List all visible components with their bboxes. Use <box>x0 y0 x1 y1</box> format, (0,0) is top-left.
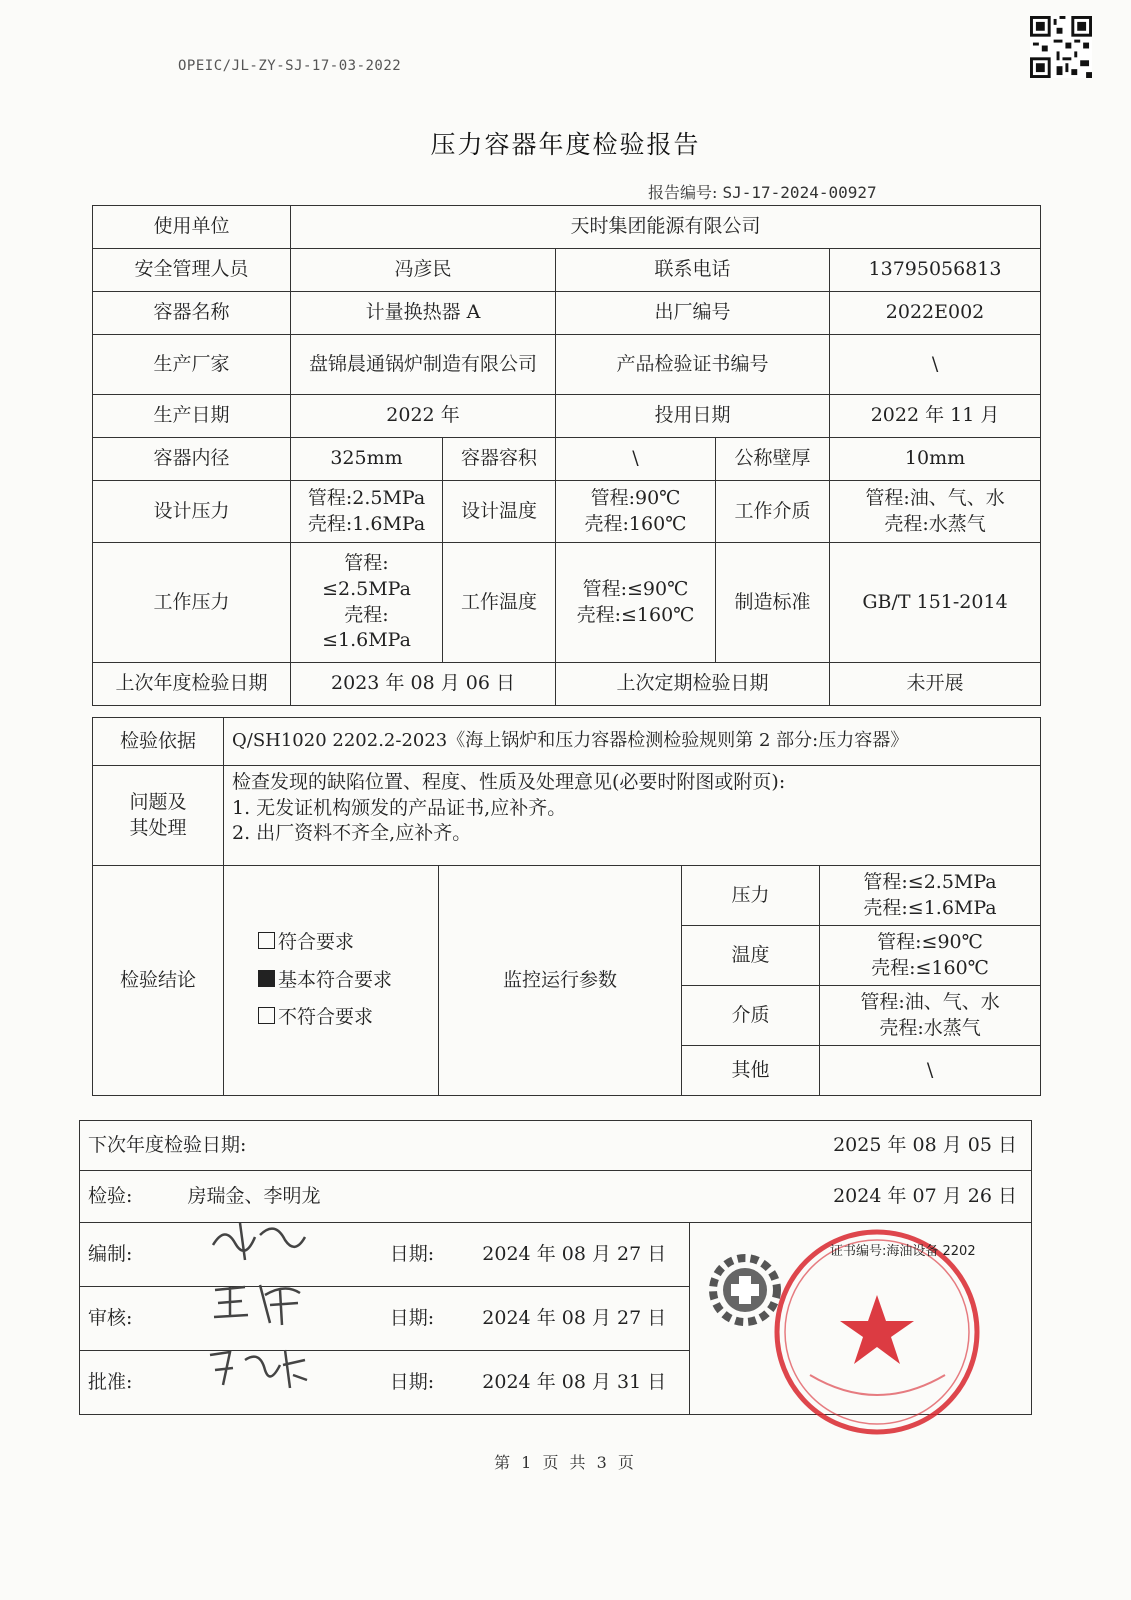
inspector-names: 房瑞金、李明龙 <box>180 1171 460 1223</box>
medium-tube: 管程:油、气、水 <box>865 486 1005 509</box>
design-pressure-shell: 壳程:1.6MPa <box>307 512 426 535</box>
compile-date: 2024 年 08 月 27 日 <box>460 1223 690 1287</box>
checkbox-empty-icon <box>258 1007 275 1024</box>
page-title: 压力容器年度检验报告 <box>430 130 701 159</box>
basis-value: Q/SH1020 2202.2-2023《海上锅炉和压力容器检测检验规则第 2 部分:压力容器》 <box>224 718 1041 766</box>
certificate-number: 证书编号:海油设备 2202 <box>830 1244 976 1259</box>
use-date-label: 投用日期 <box>556 395 830 438</box>
inspection-table <box>92 717 1041 1096</box>
mfg-date-value: 2022 年 <box>291 395 556 438</box>
medium-label: 工作介质 <box>716 481 830 543</box>
next-inspection-date: 2025 年 08 月 05 日 <box>460 1121 1032 1171</box>
document-code: OPEIC/JL-ZY-SJ-17-03-2022 <box>178 58 402 74</box>
medium-value <box>830 481 1041 543</box>
option-label: 不符合要求 <box>278 1006 374 1029</box>
option-not-meets <box>228 1005 434 1031</box>
issue-item: 1. 无发证机构颁发的产品证书,应补齐。 <box>232 796 567 819</box>
pressure-value <box>820 866 1041 926</box>
last-periodic-label: 上次定期检验日期 <box>556 663 830 706</box>
other-value: \ <box>820 1046 1041 1096</box>
user-unit-value: 天时集团能源有限公司 <box>291 206 1041 249</box>
option-meets <box>228 930 434 956</box>
issues-label-line2: 其处理 <box>129 816 187 839</box>
pressure-tube: 管程:≤2.5MPa <box>863 870 997 893</box>
mfg-date-label: 生产日期 <box>93 395 291 438</box>
wall-thickness-value: 10mm <box>830 438 1041 481</box>
review-label: 审核: <box>80 1287 180 1351</box>
issues-label <box>93 766 224 866</box>
conclusion-label: 检验结论 <box>93 866 224 1096</box>
work-temp-shell: 壳程:≤160℃ <box>576 603 695 626</box>
work-pressure-shell-label: 壳程: <box>344 603 389 626</box>
issues-value <box>224 766 1041 866</box>
volume-value: \ <box>556 438 716 481</box>
basis-label: 检验依据 <box>93 718 224 766</box>
safety-manager-label: 安全管理人员 <box>93 249 291 292</box>
inspect-date: 2024 年 07 月 26 日 <box>460 1171 1032 1223</box>
temp-value <box>820 926 1041 986</box>
work-pressure-shell: ≤1.6MPa <box>322 629 411 652</box>
compile-date-label: 日期: <box>365 1223 460 1287</box>
signature-approve <box>205 1340 315 1395</box>
report-number-label: 报告编号: <box>648 183 718 202</box>
qr-code-icon <box>1030 16 1092 78</box>
product-cert-label: 产品检验证书编号 <box>556 335 830 395</box>
signature-review <box>210 1275 310 1330</box>
use-date-value: 2022 年 11 月 <box>830 395 1041 438</box>
design-pressure-label: 设计压力 <box>93 481 291 543</box>
report-number <box>648 180 877 203</box>
review-date-label: 日期: <box>365 1287 460 1351</box>
factory-no-label: 出厂编号 <box>556 292 830 335</box>
temp-label: 温度 <box>682 926 820 986</box>
monitor-medium-tube: 管程:油、气、水 <box>860 990 1000 1013</box>
work-pressure-label: 工作压力 <box>93 543 291 663</box>
phone-label: 联系电话 <box>556 249 830 292</box>
work-pressure-tube-label: 管程: <box>344 552 389 575</box>
vessel-name-value: 计量换热器 A <box>291 292 556 335</box>
vessel-info-table <box>92 205 1041 706</box>
phone-value: 13795056813 <box>830 249 1041 292</box>
review-date: 2024 年 08 月 27 日 <box>460 1287 690 1351</box>
work-temp-value <box>556 543 716 663</box>
temp-shell: 壳程:≤160℃ <box>871 956 989 979</box>
last-annual-label: 上次年度检验日期 <box>93 663 291 706</box>
option-label: 基本符合要求 <box>278 968 393 991</box>
next-inspection-label: 下次年度检验日期: <box>80 1121 460 1171</box>
standard-value: GB/T 151-2014 <box>830 543 1041 663</box>
other-label: 其他 <box>682 1046 820 1096</box>
standard-label: 制造标准 <box>716 543 830 663</box>
issue-item: 2. 出厂资料不齐全,应补齐。 <box>232 822 472 845</box>
work-temp-tube: 管程:≤90℃ <box>582 577 689 600</box>
monitor-medium-value <box>820 986 1041 1046</box>
approve-date-label: 日期: <box>365 1351 460 1415</box>
approve-date: 2024 年 08 月 31 日 <box>460 1351 690 1415</box>
design-pressure-value <box>291 481 443 543</box>
option-basically-meets <box>228 968 434 994</box>
design-temp-value <box>556 481 716 543</box>
pressure-label: 压力 <box>682 866 820 926</box>
product-cert-value: \ <box>830 335 1041 395</box>
design-temp-label: 设计温度 <box>443 481 556 543</box>
work-pressure-value <box>291 543 443 663</box>
monitor-label: 监控运行参数 <box>439 866 682 1096</box>
last-annual-value: 2023 年 08 月 06 日 <box>291 663 556 706</box>
approve-label: 批准: <box>80 1351 180 1415</box>
issues-label-line1: 问题及 <box>129 790 187 813</box>
inspector-label: 检验: <box>80 1171 180 1223</box>
checkbox-checked-icon <box>258 970 275 987</box>
page-number: 第 1 页 共 3 页 <box>494 1453 637 1472</box>
last-periodic-value: 未开展 <box>830 663 1041 706</box>
checkbox-empty-icon <box>258 932 275 949</box>
medium-shell: 壳程:水蒸气 <box>884 512 986 535</box>
vessel-name-label: 容器名称 <box>93 292 291 335</box>
design-temp-shell: 壳程:160℃ <box>584 512 687 535</box>
inner-diameter-value: 325mm <box>291 438 443 481</box>
design-pressure-tube: 管程:2.5MPa <box>307 486 426 509</box>
compile-label: 编制: <box>80 1223 180 1287</box>
conclusion-options <box>224 866 439 1096</box>
pressure-shell: 壳程:≤1.6MPa <box>863 896 997 919</box>
safety-manager-value: 冯彦民 <box>291 249 556 292</box>
inner-diameter-label: 容器内径 <box>93 438 291 481</box>
wall-thickness-label: 公称壁厚 <box>716 438 830 481</box>
work-temp-label: 工作温度 <box>443 543 556 663</box>
option-label: 符合要求 <box>278 931 355 954</box>
monitor-medium-shell: 壳程:水蒸气 <box>879 1016 981 1039</box>
monitor-medium-label: 介质 <box>682 986 820 1046</box>
volume-label: 容器容积 <box>443 438 556 481</box>
manufacturer-label: 生产厂家 <box>93 335 291 395</box>
factory-no-value: 2022E002 <box>830 292 1041 335</box>
issues-intro: 检查发现的缺陷位置、程度、性质及处理意见(必要时附图或附页): <box>232 771 786 793</box>
manufacturer-value: 盘锦晨通锅炉制造有限公司 <box>291 335 556 395</box>
signature-compile <box>205 1215 315 1265</box>
design-temp-tube: 管程:90℃ <box>590 486 681 509</box>
report-number-value: SJ-17-2024-00927 <box>722 183 877 202</box>
user-unit-label: 使用单位 <box>93 206 291 249</box>
work-pressure-tube: ≤2.5MPa <box>322 577 411 600</box>
temp-tube: 管程:≤90℃ <box>877 930 983 953</box>
